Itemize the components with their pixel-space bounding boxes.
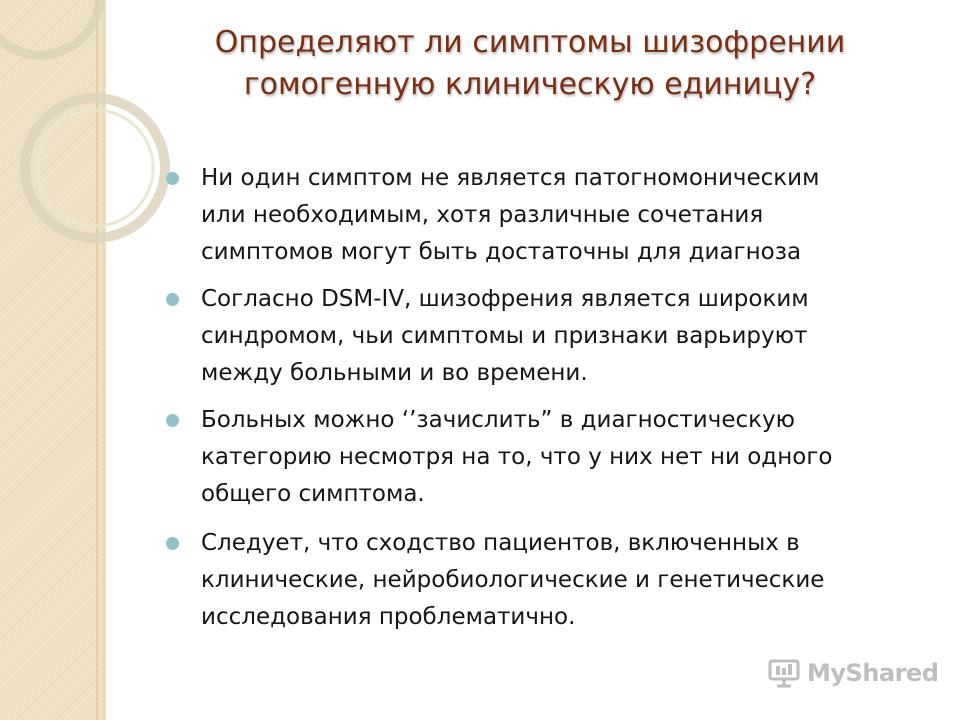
bullet-text-line: общего симптома. xyxy=(201,481,425,507)
bullet-dot-icon xyxy=(166,414,179,427)
watermark-text: MyShared xyxy=(807,659,939,687)
bullet-text-line: Следует, что сходство пациентов, включенных в xyxy=(201,530,800,556)
slide-title-line: Определяют ли симптомы шизофрении xyxy=(214,25,846,60)
bullet-list xyxy=(166,160,916,646)
bullet-text-line: категорию несмотря на то, что у них нет ни одного xyxy=(201,444,833,470)
bullet-text-line: исследования проблематично. xyxy=(201,604,576,630)
bullet-text-line: симптомов могут быть достаточны для диагноза xyxy=(201,239,802,265)
presentation-screen-icon xyxy=(767,658,801,688)
bullet-item xyxy=(166,525,916,636)
bullet-text-line: клинические, нейробиологические и генетические xyxy=(201,567,825,593)
bullet-text-line: или необходимым, хотя различные сочетания xyxy=(201,202,764,228)
bullet-text-line: между больными и во времени. xyxy=(201,360,588,386)
bullet-text-line: Ни один симптом не является патогномоническим xyxy=(201,165,820,191)
watermark-logo xyxy=(767,656,938,690)
decorative-ring-middle xyxy=(25,98,165,238)
slide-title-line: гомогенную клиническую единицу? xyxy=(243,67,817,102)
bullet-dot-icon xyxy=(166,537,179,550)
bullet-dot-icon xyxy=(166,172,179,185)
decorative-ring-inner xyxy=(37,110,153,226)
bullet-text-line: Больных можно ‘’зачислить” в диагностическую xyxy=(201,407,795,433)
bullet-text-line: Согласно DSM-IV, шизофрения является широким xyxy=(201,286,809,312)
bullet-item xyxy=(166,160,916,271)
bullet-dot-icon xyxy=(166,293,179,306)
decorative-ring-top xyxy=(0,0,100,55)
bullet-item xyxy=(166,281,916,392)
bullet-text-line: синдромом, чьи симптомы и признаки варьируют xyxy=(201,323,808,349)
bullet-item xyxy=(166,402,916,513)
slide-title xyxy=(150,22,910,106)
